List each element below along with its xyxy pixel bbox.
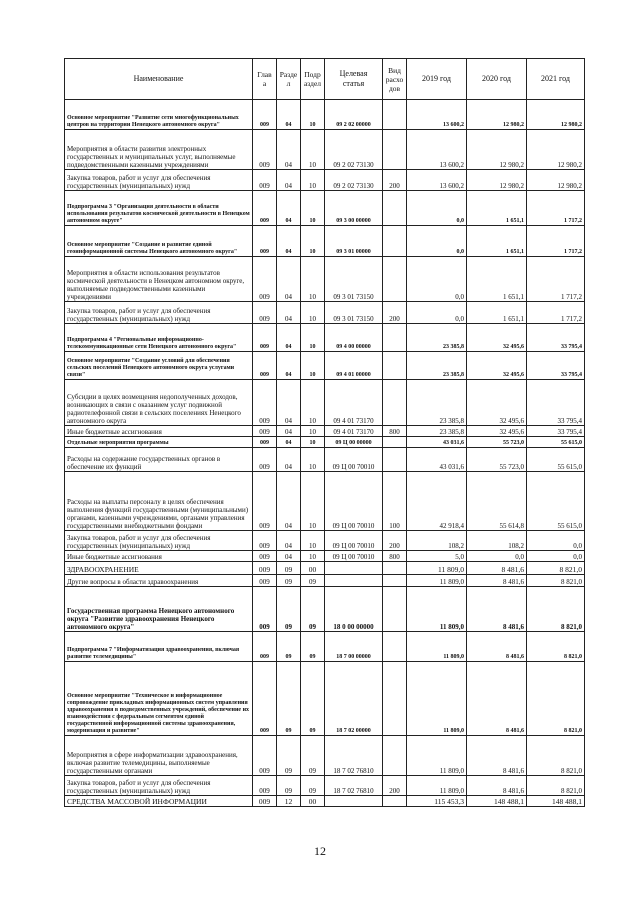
row-2019: 23 385,8 xyxy=(407,380,467,426)
row-2019: 43 031,6 xyxy=(407,437,467,448)
row-podrazdel: 10 xyxy=(301,302,325,324)
row-vid xyxy=(383,736,407,776)
row-target: 09 2 02 00000 xyxy=(325,100,383,130)
row-target: 09 2 02 73130 xyxy=(325,170,383,191)
row-glava: 009 xyxy=(253,736,277,776)
row-glava: 009 xyxy=(253,324,277,352)
row-vid: 200 xyxy=(383,776,407,796)
row-razdel: 09 xyxy=(277,736,301,776)
row-razdel: 04 xyxy=(277,426,301,437)
row-vid xyxy=(383,130,407,170)
row-razdel: 04 xyxy=(277,170,301,191)
table-row xyxy=(65,448,585,472)
row-glava: 009 xyxy=(253,551,277,562)
row-razdel: 12 xyxy=(277,796,301,807)
row-podrazdel: 00 xyxy=(301,796,325,807)
row-target: 09 3 01 00000 xyxy=(325,226,383,257)
row-razdel: 09 xyxy=(277,587,301,632)
row-2020: 8 481,6 xyxy=(467,736,527,776)
row-podrazdel: 10 xyxy=(301,170,325,191)
row-2021: 55 615,0 xyxy=(527,448,585,472)
row-target: 18 7 00 00000 xyxy=(325,632,383,662)
row-target xyxy=(325,796,383,807)
header-2020: 2020 год xyxy=(467,59,527,100)
row-name: СРЕДСТВА МАССОВОЙ ИНФОРМАЦИИ xyxy=(65,796,253,807)
table-row xyxy=(65,796,585,807)
row-2021: 8 821,0 xyxy=(527,562,585,575)
row-vid: 200 xyxy=(383,302,407,324)
row-razdel: 04 xyxy=(277,302,301,324)
row-razdel: 04 xyxy=(277,257,301,302)
row-podrazdel: 10 xyxy=(301,130,325,170)
row-razdel: 04 xyxy=(277,130,301,170)
row-target: 09 Ц 00 00000 xyxy=(325,437,383,448)
row-2021: 12 980,2 xyxy=(527,130,585,170)
row-2021: 0,0 xyxy=(527,531,585,551)
row-2019: 0,0 xyxy=(407,191,467,226)
row-2019: 13 600,2 xyxy=(407,130,467,170)
row-vid xyxy=(383,575,407,587)
table-row xyxy=(65,551,585,562)
row-glava: 009 xyxy=(253,257,277,302)
row-podrazdel: 09 xyxy=(301,776,325,796)
row-podrazdel: 09 xyxy=(301,587,325,632)
row-glava: 009 xyxy=(253,575,277,587)
row-2021: 1 717,2 xyxy=(527,302,585,324)
row-glava: 009 xyxy=(253,531,277,551)
row-name: Закупка товаров, работ и услуг для обеспечения государственных (муниципальных) нужд xyxy=(65,776,253,796)
row-2019: 0,0 xyxy=(407,226,467,257)
row-razdel: 09 xyxy=(277,632,301,662)
row-2021: 12 980,2 xyxy=(527,170,585,191)
row-2019: 43 031,6 xyxy=(407,448,467,472)
row-2021: 33 795,4 xyxy=(527,324,585,352)
row-name: Закупка товаров, работ и услуг для обеспечения государственных (муниципальных) нужд xyxy=(65,531,253,551)
row-glava: 009 xyxy=(253,448,277,472)
row-podrazdel: 00 xyxy=(301,562,325,575)
row-name: Основное мероприятие "Техническое и информационное сопровождение прикладных информационных систем управления здравоохранения в подведомственных учреждений, обеспечение их взаимодействия с федеральным сегментом единой государственной информационной системы здравоохранения, модернизация и развитие" xyxy=(65,662,253,736)
row-vid xyxy=(383,257,407,302)
row-podrazdel: 10 xyxy=(301,324,325,352)
row-razdel: 04 xyxy=(277,472,301,531)
row-glava: 009 xyxy=(253,352,277,380)
row-name: Подпрограмма 3 "Организация деятельности в области использования результатов космической деятельности в Ненецком автономном округе" xyxy=(65,191,253,226)
row-2021: 33 795,4 xyxy=(527,426,585,437)
row-2020: 8 481,6 xyxy=(467,562,527,575)
row-2020: 32 495,6 xyxy=(467,324,527,352)
row-podrazdel: 10 xyxy=(301,426,325,437)
table-row xyxy=(65,575,585,587)
row-name: ЗДРАВООХРАНЕНИЕ xyxy=(65,562,253,575)
row-razdel: 04 xyxy=(277,531,301,551)
row-name: Иные бюджетные ассигнования xyxy=(65,551,253,562)
row-glava: 009 xyxy=(253,562,277,575)
row-name: Отдельные мероприятия программы xyxy=(65,437,253,448)
row-target: 18 7 02 76810 xyxy=(325,776,383,796)
row-name: Подпрограмма 7 "Информатизация здравоохранения, включая развитие телемедицины" xyxy=(65,632,253,662)
row-vid xyxy=(383,324,407,352)
page-number: 12 xyxy=(314,844,326,858)
row-razdel: 04 xyxy=(277,100,301,130)
row-name: Иные бюджетные ассигнования xyxy=(65,426,253,437)
table-row xyxy=(65,632,585,662)
table-row xyxy=(65,191,585,226)
row-2021: 33 795,4 xyxy=(527,352,585,380)
row-podrazdel: 10 xyxy=(301,226,325,257)
row-target: 09 4 01 73170 xyxy=(325,380,383,426)
row-2019: 42 918,4 xyxy=(407,472,467,531)
table-row xyxy=(65,472,585,531)
row-vid xyxy=(383,437,407,448)
row-name: Мероприятия в сфере информатизации здравоохранения, включая развитие телемедицины, выполняемые государственными органами xyxy=(65,736,253,776)
row-2021: 0,0 xyxy=(527,551,585,562)
table-row xyxy=(65,662,585,736)
row-target: 09 4 00 00000 xyxy=(325,324,383,352)
row-2020: 12 980,2 xyxy=(467,130,527,170)
row-glava: 009 xyxy=(253,437,277,448)
header-vid: Вид расхо дов xyxy=(383,59,407,100)
row-vid xyxy=(383,562,407,575)
row-podrazdel: 10 xyxy=(301,531,325,551)
table-row xyxy=(65,352,585,380)
row-2020: 32 495,6 xyxy=(467,426,527,437)
row-podrazdel: 09 xyxy=(301,632,325,662)
row-name: Закупка товаров, работ и услуг для обеспечения государственных (муниципальных) нужд xyxy=(65,170,253,191)
table-row xyxy=(65,426,585,437)
row-razdel: 04 xyxy=(277,226,301,257)
row-target xyxy=(325,575,383,587)
table-row xyxy=(65,170,585,191)
row-2021: 1 717,2 xyxy=(527,226,585,257)
header-target: Целевая статья xyxy=(325,59,383,100)
row-glava: 009 xyxy=(253,380,277,426)
row-target: 09 Ц 00 70010 xyxy=(325,531,383,551)
row-podrazdel: 10 xyxy=(301,380,325,426)
row-vid xyxy=(383,448,407,472)
row-2020: 55 614,8 xyxy=(467,472,527,531)
row-2020: 0,0 xyxy=(467,551,527,562)
row-2020: 8 481,6 xyxy=(467,632,527,662)
row-target: 09 2 02 73130 xyxy=(325,130,383,170)
table-row xyxy=(65,302,585,324)
row-2020: 1 651,1 xyxy=(467,302,527,324)
row-vid: 800 xyxy=(383,551,407,562)
row-vid: 200 xyxy=(383,170,407,191)
row-target: 09 4 01 00000 xyxy=(325,352,383,380)
row-2019: 23 385,8 xyxy=(407,324,467,352)
header-glava: Глав а xyxy=(253,59,277,100)
row-razdel: 04 xyxy=(277,437,301,448)
row-target: 09 4 01 73170 xyxy=(325,426,383,437)
header-razdel: Разде л xyxy=(277,59,301,100)
row-name: Мероприятия в области использования результатов космической деятельности в Ненецком автономном округе, выполняемые подведомственными казенными учреждениями xyxy=(65,257,253,302)
row-glava: 009 xyxy=(253,170,277,191)
row-2020: 55 723,0 xyxy=(467,437,527,448)
row-razdel: 04 xyxy=(277,191,301,226)
header-name: Наименование xyxy=(65,59,253,100)
row-2019: 0,0 xyxy=(407,302,467,324)
table-row xyxy=(65,130,585,170)
row-2020: 148 488,1 xyxy=(467,796,527,807)
row-vid xyxy=(383,100,407,130)
row-razdel: 04 xyxy=(277,380,301,426)
row-podrazdel: 10 xyxy=(301,472,325,531)
row-name: Расходы на содержание государственных органов в обеспечение их функций xyxy=(65,448,253,472)
row-podrazdel: 10 xyxy=(301,257,325,302)
row-name: Расходы на выплаты персоналу в целях обеспечения выполнения функций государственными (муниципальными) органами, казенными учреждениями, органами управления государственными внебюджетными фондами xyxy=(65,472,253,531)
table-row xyxy=(65,380,585,426)
table-row xyxy=(65,562,585,575)
row-vid: 100 xyxy=(383,472,407,531)
row-target: 09 Ц 00 70010 xyxy=(325,448,383,472)
row-vid xyxy=(383,662,407,736)
row-2021: 8 821,0 xyxy=(527,776,585,796)
row-2020: 1 651,1 xyxy=(467,257,527,302)
row-2020: 55 723,0 xyxy=(467,448,527,472)
row-glava: 009 xyxy=(253,226,277,257)
row-2019: 11 809,0 xyxy=(407,562,467,575)
row-vid xyxy=(383,191,407,226)
row-glava: 009 xyxy=(253,776,277,796)
row-name: Основное мероприятие "Создание условий для обеспечения сельских поселений Ненецкого автономного округа услугами связи" xyxy=(65,352,253,380)
row-2020: 108,2 xyxy=(467,531,527,551)
header-2021: 2021 год xyxy=(527,59,585,100)
row-name: Субсидии в целях возмещения недополученных доходов, возникающих в связи с оказанием услуг подвижной радиотелефонной связи в сельских поселениях Ненецкого автономного округа xyxy=(65,380,253,426)
row-2019: 13 600,2 xyxy=(407,170,467,191)
table-row xyxy=(65,324,585,352)
row-target: 09 Ц 00 70010 xyxy=(325,472,383,531)
row-2019: 115 453,3 xyxy=(407,796,467,807)
row-podrazdel: 10 xyxy=(301,448,325,472)
table-row xyxy=(65,587,585,632)
row-2019: 11 809,0 xyxy=(407,736,467,776)
row-2021: 1 717,2 xyxy=(527,257,585,302)
row-name: Закупка товаров, работ и услуг для обеспечения государственных (муниципальных) нужд xyxy=(65,302,253,324)
budget-table xyxy=(64,58,585,807)
row-target: 18 0 00 00000 xyxy=(325,587,383,632)
table-row xyxy=(65,531,585,551)
row-glava: 009 xyxy=(253,632,277,662)
row-target: 09 3 01 73150 xyxy=(325,302,383,324)
table-row xyxy=(65,776,585,796)
row-2021: 8 821,0 xyxy=(527,632,585,662)
row-glava: 009 xyxy=(253,426,277,437)
row-razdel: 04 xyxy=(277,448,301,472)
row-podrazdel: 10 xyxy=(301,352,325,380)
row-target: 09 3 01 73150 xyxy=(325,257,383,302)
row-2020: 8 481,6 xyxy=(467,575,527,587)
table-row xyxy=(65,226,585,257)
row-2021: 33 795,4 xyxy=(527,380,585,426)
row-target xyxy=(325,562,383,575)
row-2020: 8 481,6 xyxy=(467,776,527,796)
row-2021: 8 821,0 xyxy=(527,736,585,776)
row-2021: 8 821,0 xyxy=(527,587,585,632)
row-razdel: 09 xyxy=(277,662,301,736)
row-vid xyxy=(383,632,407,662)
row-vid: 800 xyxy=(383,426,407,437)
row-name: Подпрограмма 4 "Региональные информационно-телекоммуникационные сети Ненецкого автономного округа" xyxy=(65,324,253,352)
table-row xyxy=(65,437,585,448)
row-2019: 11 809,0 xyxy=(407,575,467,587)
row-vid xyxy=(383,226,407,257)
row-razdel: 09 xyxy=(277,776,301,796)
row-glava: 009 xyxy=(253,472,277,531)
row-target: 09 Ц 00 70010 xyxy=(325,551,383,562)
table-row xyxy=(65,257,585,302)
row-2020: 32 495,6 xyxy=(467,380,527,426)
row-glava: 009 xyxy=(253,130,277,170)
row-2021: 1 717,2 xyxy=(527,191,585,226)
row-razdel: 04 xyxy=(277,551,301,562)
table-row xyxy=(65,100,585,130)
row-name: Основное мероприятие "Создание и развитие единой геоинформационной системы Ненецкого автономного округа" xyxy=(65,226,253,257)
budget-table-container xyxy=(64,58,584,807)
row-2019: 11 809,0 xyxy=(407,632,467,662)
row-podrazdel: 10 xyxy=(301,100,325,130)
row-glava: 009 xyxy=(253,191,277,226)
header-podrazdel: Подр аздел xyxy=(301,59,325,100)
row-2020: 1 651,1 xyxy=(467,226,527,257)
row-razdel: 04 xyxy=(277,324,301,352)
row-name: Другие вопросы в области здравоохранения xyxy=(65,575,253,587)
row-razdel: 09 xyxy=(277,575,301,587)
row-target: 18 7 02 00000 xyxy=(325,662,383,736)
row-2021: 55 615,0 xyxy=(527,437,585,448)
row-vid xyxy=(383,380,407,426)
row-name: Мероприятия в области развития электронных государственных и муниципальных услуг, выполняемые подведомственными казенными учреждениями xyxy=(65,130,253,170)
row-2019: 11 809,0 xyxy=(407,776,467,796)
row-glava: 009 xyxy=(253,100,277,130)
row-glava: 009 xyxy=(253,302,277,324)
row-2019: 11 809,0 xyxy=(407,587,467,632)
row-2019: 5,0 xyxy=(407,551,467,562)
row-2020: 12 980,2 xyxy=(467,100,527,130)
row-2021: 12 980,2 xyxy=(527,100,585,130)
row-name: Основное мероприятие "Развитие сети многофункциональных центров на территории Ненецкого автономного округа" xyxy=(65,100,253,130)
row-2020: 1 651,1 xyxy=(467,191,527,226)
row-2020: 8 481,6 xyxy=(467,587,527,632)
row-podrazdel: 09 xyxy=(301,662,325,736)
row-target: 09 3 00 00000 xyxy=(325,191,383,226)
row-podrazdel: 09 xyxy=(301,575,325,587)
row-razdel: 09 xyxy=(277,562,301,575)
row-2019: 23 385,8 xyxy=(407,426,467,437)
row-glava: 009 xyxy=(253,662,277,736)
row-2019: 23 385,8 xyxy=(407,352,467,380)
row-2019: 0,0 xyxy=(407,257,467,302)
row-2019: 11 809,0 xyxy=(407,662,467,736)
row-podrazdel: 09 xyxy=(301,736,325,776)
row-2019: 108,2 xyxy=(407,531,467,551)
row-podrazdel: 10 xyxy=(301,437,325,448)
row-vid xyxy=(383,352,407,380)
row-2021: 8 821,0 xyxy=(527,662,585,736)
row-target: 18 7 02 76810 xyxy=(325,736,383,776)
row-2019: 13 600,2 xyxy=(407,100,467,130)
table-row xyxy=(65,736,585,776)
table-header-row xyxy=(65,59,585,100)
row-2021: 55 615,0 xyxy=(527,472,585,531)
row-vid xyxy=(383,796,407,807)
row-2021: 148 488,1 xyxy=(527,796,585,807)
row-name: Государственная программа Ненецкого автономного округа "Развитие здравоохранения Ненецкого автономного округа" xyxy=(65,587,253,632)
row-2020: 8 481,6 xyxy=(467,662,527,736)
header-2019: 2019 год xyxy=(407,59,467,100)
row-glava: 009 xyxy=(253,587,277,632)
row-glava: 009 xyxy=(253,796,277,807)
row-2020: 32 495,6 xyxy=(467,352,527,380)
row-2021: 8 821,0 xyxy=(527,575,585,587)
row-razdel: 04 xyxy=(277,352,301,380)
row-podrazdel: 10 xyxy=(301,551,325,562)
row-vid xyxy=(383,587,407,632)
row-2020: 12 980,2 xyxy=(467,170,527,191)
row-vid: 200 xyxy=(383,531,407,551)
row-podrazdel: 10 xyxy=(301,191,325,226)
